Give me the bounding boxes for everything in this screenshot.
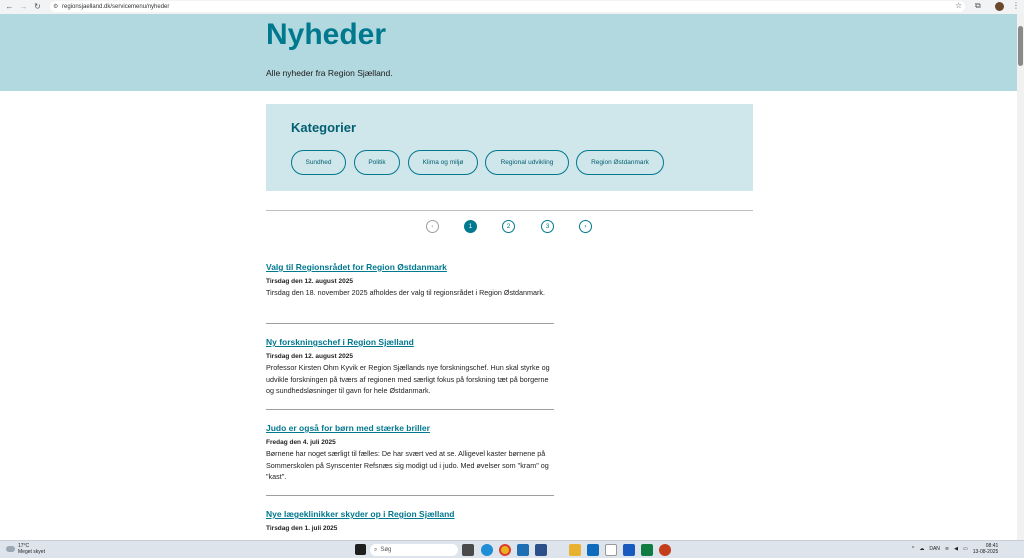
profile-avatar[interactable]: [995, 2, 1004, 11]
volume-icon[interactable]: ◀: [954, 546, 958, 552]
app-icon[interactable]: [535, 544, 547, 556]
taskbar-search-placeholder: Søg: [380, 547, 392, 553]
forward-icon[interactable]: →: [19, 2, 28, 11]
clock-date: 13-08-2025: [972, 549, 999, 555]
page-3-button[interactable]: 3: [541, 220, 554, 233]
extensions-icon[interactable]: ⧉: [975, 1, 981, 10]
news-title-link[interactable]: Ny forskningschef i Region Sjælland: [266, 337, 414, 347]
category-sundhed-button[interactable]: Sundhed: [291, 150, 346, 175]
hero-banner: [0, 14, 1017, 91]
back-icon[interactable]: ←: [5, 2, 14, 11]
store-icon[interactable]: [517, 544, 529, 556]
edge-icon[interactable]: [481, 544, 493, 556]
task-view-icon[interactable]: [462, 544, 474, 556]
system-tray: [912, 543, 998, 555]
news-title-link[interactable]: Judo er også for børn med stærke briller: [266, 423, 430, 433]
reload-icon[interactable]: ↻: [34, 2, 41, 11]
news-date: Tirsdag den 1. juli 2025: [266, 525, 338, 532]
language-indicator[interactable]: DAN: [929, 546, 940, 552]
outlook-icon[interactable]: [587, 544, 599, 556]
page-1-button[interactable]: 1: [464, 220, 477, 233]
news-item: [266, 423, 554, 483]
category-klima-button[interactable]: Klima og miljø: [408, 150, 478, 175]
chevron-up-icon[interactable]: ^: [912, 546, 915, 552]
news-item: [266, 509, 554, 532]
cloud-icon: [6, 546, 15, 552]
taskbar-search[interactable]: [370, 544, 458, 556]
categories-heading: Kategorier: [291, 120, 357, 135]
news-title-link[interactable]: Nye lægeklinikker skyder op i Region Sjælland: [266, 509, 455, 519]
news-separator: [266, 409, 554, 410]
category-politik-button[interactable]: Politik: [354, 150, 400, 175]
categories-panel: [266, 104, 753, 191]
category-region-oestdanmark-button[interactable]: Region Østdanmark: [576, 150, 664, 175]
onedrive-icon[interactable]: ☁: [919, 546, 925, 552]
page-scrollbar[interactable]: [1017, 14, 1024, 540]
news-summary: Børnene har noget særligt til fælles: De har svært ved at se. Alligevel kaster børnene på Sommerskolen på Synscenter Refsnæs sig modigt ud i judo. Med øvelser som "kram" og "kast".: [266, 449, 549, 481]
url-text: regionsjaelland.dk/servicemenu/nyheder: [62, 3, 170, 10]
news-separator: [266, 495, 554, 496]
chevron-left-icon[interactable]: ‹: [426, 220, 439, 233]
weather-temp: 17°C: [18, 543, 30, 549]
page-subtitle: Alle nyheder fra Region Sjælland.: [266, 68, 393, 78]
news-summary: Tirsdag den 18. november 2025 afholdes der valg til regionsrådet i Region Østdanmark.: [266, 288, 546, 297]
news-date: Tirsdag den 12. august 2025: [266, 278, 353, 285]
news-title-link[interactable]: Valg til Regionsrådet for Region Østdanmark: [266, 262, 447, 272]
browser-menu-icon[interactable]: ⋮: [1012, 1, 1020, 10]
page-2-button[interactable]: 2: [502, 220, 515, 233]
page-title: Nyheder: [266, 18, 387, 51]
chevron-right-icon[interactable]: ›: [579, 220, 592, 233]
news-item: [266, 337, 554, 397]
file-explorer-icon[interactable]: [569, 544, 581, 556]
news-date: Fredag den 4. juli 2025: [266, 439, 336, 446]
battery-icon[interactable]: ▭: [962, 546, 968, 552]
taskbar: [0, 540, 1024, 558]
weather-widget[interactable]: [6, 543, 45, 555]
excel-icon[interactable]: [641, 544, 653, 556]
page-content: [0, 14, 1017, 540]
weather-desc: Meget skyet: [18, 549, 45, 555]
clock[interactable]: [973, 543, 999, 555]
bookmark-star-icon[interactable]: ☆: [955, 1, 963, 10]
chrome-icon[interactable]: [499, 544, 511, 556]
wifi-icon[interactable]: ≋: [944, 546, 950, 552]
news-separator: [266, 323, 554, 324]
word-icon[interactable]: [623, 544, 635, 556]
scrollbar-thumb[interactable]: [1018, 26, 1023, 66]
news-summary: Professor Kirsten Ohm Kyvik er Region Sjællands nye forskningschef. Hun skal styrke og udvikle forskningen på tværs af regionen med særligt fokus på forskning tæt på borgerne og sundhedsløsninger til gavn for hele Østdanmark.: [266, 363, 550, 395]
address-bar[interactable]: [50, 1, 965, 12]
search-icon: ⌕: [374, 546, 378, 553]
calculator-icon[interactable]: [605, 544, 617, 556]
news-date: Tirsdag den 12. august 2025: [266, 353, 353, 360]
news-item: [266, 262, 554, 299]
divider: [266, 210, 753, 211]
site-info-icon[interactable]: ⚙: [53, 4, 59, 10]
powerpoint-icon[interactable]: [659, 544, 671, 556]
browser-toolbar: [0, 0, 1024, 14]
clock-time: 08:41: [985, 543, 999, 549]
category-regional-udvikling-button[interactable]: Regional udvikling: [485, 150, 569, 175]
windows-start-icon[interactable]: [355, 544, 366, 555]
